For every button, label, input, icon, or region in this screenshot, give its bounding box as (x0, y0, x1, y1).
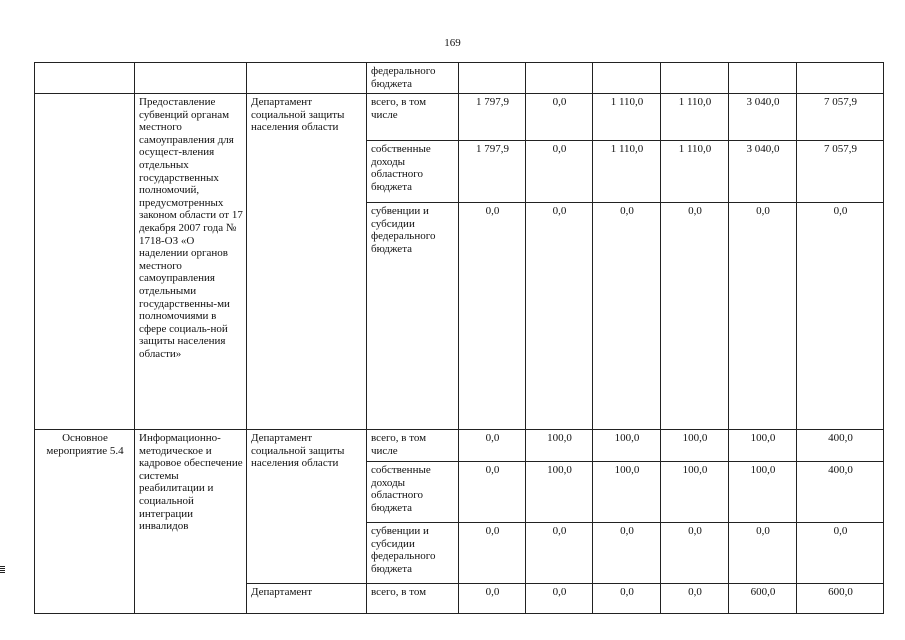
value-cell: 0,0 (661, 203, 729, 430)
value-cell (797, 63, 884, 94)
value-cell: 1 110,0 (593, 141, 661, 203)
value-cell: 0,0 (593, 203, 661, 430)
value-cell: 0,0 (526, 523, 593, 584)
funding-source-cell: собственные доходы областного бюджета (367, 462, 459, 523)
value-cell: 0,0 (797, 523, 884, 584)
funding-source-cell: всего, в том (367, 584, 459, 614)
measure-cell: Информационно-методическое и кадровое обеспечение системы реабилитации и социальной интеграции инвалидов (135, 430, 247, 614)
value-cell: 100,0 (661, 430, 729, 462)
value-cell (729, 63, 797, 94)
value-cell: 100,0 (526, 462, 593, 523)
value-cell: 0,0 (459, 430, 526, 462)
table-row (35, 94, 884, 141)
value-cell: 0,0 (661, 523, 729, 584)
funding-source-cell: собственные доходы областного бюджета (367, 141, 459, 203)
value-cell: 600,0 (797, 584, 884, 614)
value-cell: 0,0 (797, 203, 884, 430)
value-cell: 0,0 (661, 584, 729, 614)
activity-cell: Основное мероприятие 5.4 (35, 430, 135, 614)
value-cell: 0,0 (526, 94, 593, 141)
value-cell: 100,0 (661, 462, 729, 523)
value-cell: 0,0 (526, 141, 593, 203)
table-row (35, 63, 884, 94)
value-cell: 0,0 (593, 523, 661, 584)
value-cell: 600,0 (729, 584, 797, 614)
executor-cell: Департамент социальной защиты населения области (247, 430, 367, 584)
activity-cell (35, 63, 135, 94)
value-cell: 100,0 (729, 462, 797, 523)
value-cell: 0,0 (729, 523, 797, 584)
value-cell: 1 110,0 (661, 141, 729, 203)
executor-cell (247, 63, 367, 94)
value-cell: 100,0 (526, 430, 593, 462)
value-cell: 1 110,0 (593, 94, 661, 141)
value-cell: 100,0 (729, 430, 797, 462)
value-cell: 0,0 (593, 584, 661, 614)
value-cell: 100,0 (593, 430, 661, 462)
budget-table (34, 62, 884, 614)
value-cell: 0,0 (459, 584, 526, 614)
value-cell (661, 63, 729, 94)
table-row (35, 430, 884, 462)
value-cell: 0,0 (526, 203, 593, 430)
value-cell: 400,0 (797, 430, 884, 462)
value-cell: 7 057,9 (797, 141, 884, 203)
value-cell: 1 797,9 (459, 141, 526, 203)
funding-source-cell: субвенции и субсидии федерального бюджета (367, 203, 459, 430)
value-cell: 100,0 (593, 462, 661, 523)
measure-cell: Предоставление субвенций органам местного самоуправления для осущест-вления отдельных государственных полномочий, предусмотренных законом области от 17 декабря 2007 года № 1718-ОЗ «О наделении органов местного самоуправления отдельными государственны-ми полномочиями в сфере социаль-ной защиты населения области» (135, 94, 247, 430)
value-cell: 1 797,9 (459, 94, 526, 141)
value-cell: 0,0 (459, 203, 526, 430)
value-cell: 0,0 (526, 584, 593, 614)
funding-source-cell: федерального бюджета (367, 63, 459, 94)
funding-source-cell: всего, в том числе (367, 430, 459, 462)
value-cell: 0,0 (459, 462, 526, 523)
scan-artifact-mark (0, 566, 5, 573)
executor-cell: Департамент (247, 584, 367, 614)
value-cell (459, 63, 526, 94)
activity-cell (35, 94, 135, 430)
value-cell: 400,0 (797, 462, 884, 523)
value-cell: 1 110,0 (661, 94, 729, 141)
value-cell: 0,0 (729, 203, 797, 430)
value-cell: 3 040,0 (729, 141, 797, 203)
value-cell (593, 63, 661, 94)
funding-source-cell: всего, в том числе (367, 94, 459, 141)
executor-cell: Департамент социальной защиты населения области (247, 94, 367, 430)
measure-cell (135, 63, 247, 94)
funding-source-cell: субвенции и субсидии федерального бюджета (367, 523, 459, 584)
value-cell: 7 057,9 (797, 94, 884, 141)
page-number: 169 (444, 37, 461, 49)
value-cell (526, 63, 593, 94)
value-cell: 0,0 (459, 523, 526, 584)
value-cell: 3 040,0 (729, 94, 797, 141)
